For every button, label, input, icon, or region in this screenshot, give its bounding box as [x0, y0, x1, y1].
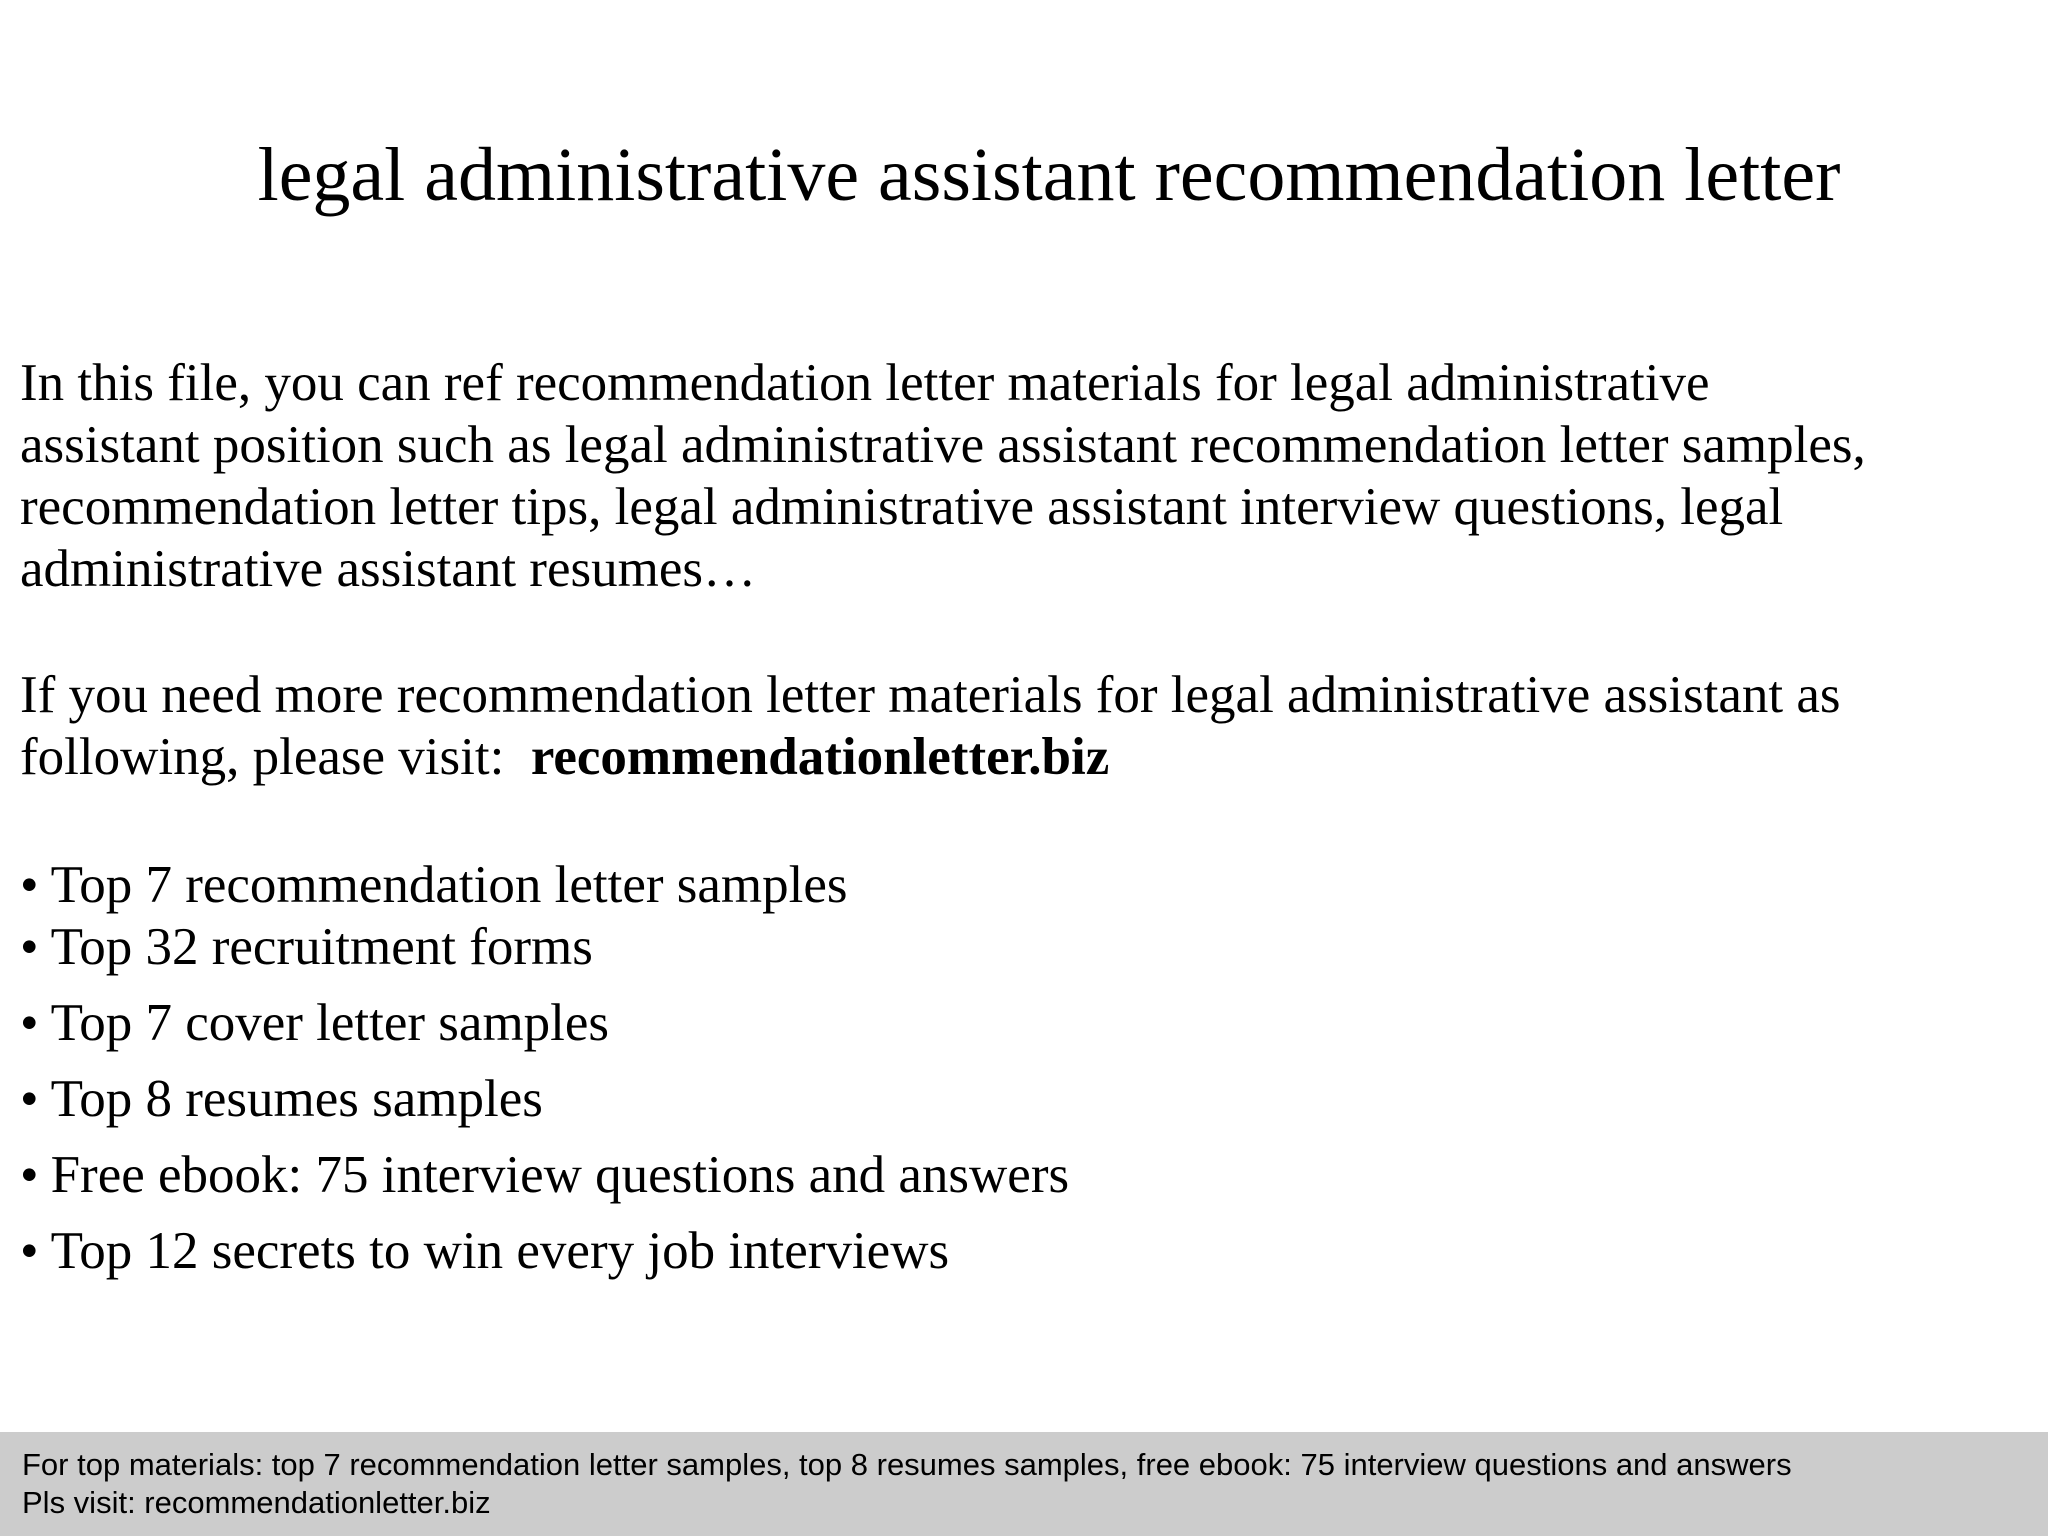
list-item-label: Top 7 recommendation letter samples — [50, 856, 848, 914]
resource-list — [20, 854, 2030, 1282]
bullet-icon: • — [20, 1070, 39, 1128]
bullet-icon: • — [20, 856, 39, 914]
main-content — [20, 352, 2030, 1282]
list-item[interactable] — [20, 916, 2030, 978]
bullet-icon: • — [20, 1146, 39, 1204]
intro-line: assistant position such as legal administrative assistant recommendation letter samples, — [20, 416, 1866, 474]
intro-line: In this file, you can ref recommendation letter materials for legal administrative — [20, 354, 1710, 412]
page-title: legal administrative assistant recommendation letter — [257, 133, 1841, 217]
visit-paragraph — [20, 664, 2030, 788]
list-item-label: Top 8 resumes samples — [50, 1070, 543, 1128]
site-link[interactable]: recommendationletter.biz — [530, 728, 1110, 786]
list-item-label: Free ebook: 75 interview questions and answers — [50, 1146, 1070, 1204]
footer-bar — [0, 1432, 2048, 1536]
list-item[interactable] — [20, 1068, 2030, 1130]
footer-line: For top materials: top 7 recommendation letter samples, top 8 resumes samples, free ebook: 75 interview questions and answers — [22, 1447, 1792, 1482]
bullet-icon: • — [20, 918, 39, 976]
visit-prefix: following, please visit: — [20, 728, 505, 786]
list-item[interactable] — [20, 1220, 2030, 1282]
list-item-label: Top 7 cover letter samples — [50, 994, 610, 1052]
footer-visit-link[interactable]: Pls visit: recommendationletter.biz — [22, 1485, 491, 1520]
bullet-icon: • — [20, 994, 39, 1052]
visit-line: If you need more recommendation letter materials for legal administrative assistant as — [20, 666, 1841, 724]
bullet-icon: • — [20, 1222, 39, 1280]
list-item-label: Top 32 recruitment forms — [50, 918, 593, 976]
intro-paragraph — [20, 352, 2030, 600]
list-item-label: Top 12 secrets to win every job interviews — [50, 1222, 950, 1280]
intro-line: recommendation letter tips, legal administrative assistant interview questions, legal — [20, 478, 1784, 536]
list-item[interactable] — [20, 1144, 2030, 1206]
list-item[interactable] — [20, 992, 2030, 1054]
intro-line: administrative assistant resumes… — [20, 540, 756, 598]
list-item[interactable] — [20, 854, 2030, 916]
